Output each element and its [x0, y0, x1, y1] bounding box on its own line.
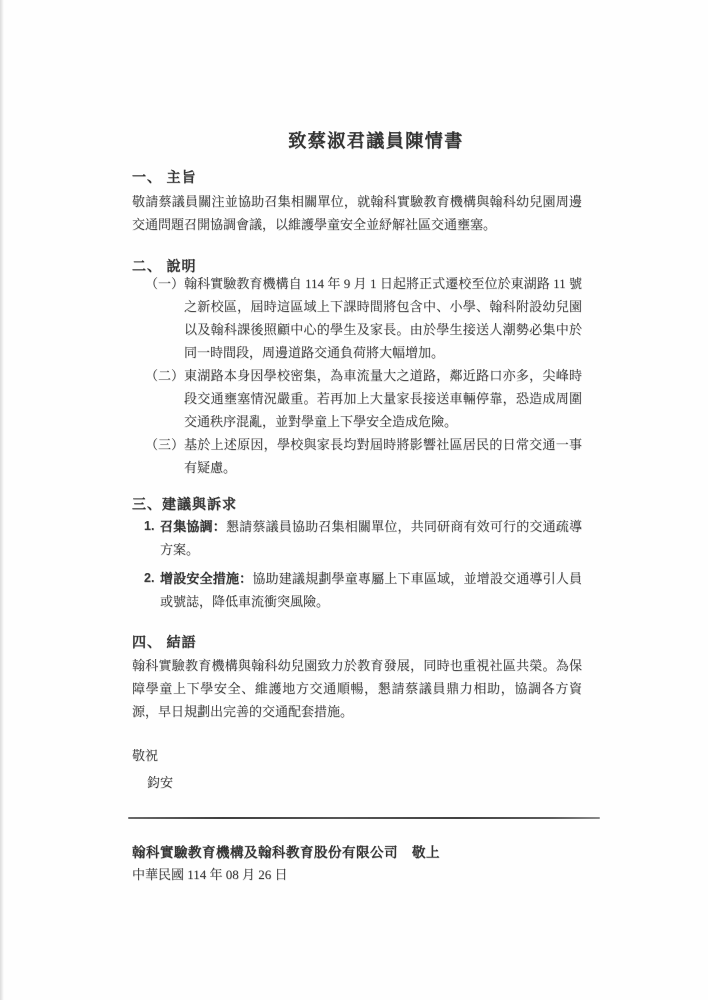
- closing-salutation: 敬祝: [132, 748, 159, 763]
- explanation-item-1: [145, 272, 582, 364]
- section-heading-subject: 一、 主旨: [132, 171, 197, 186]
- suggestion-item-2: [144, 567, 582, 613]
- explanation-item-3: [145, 433, 582, 479]
- conclusion-paragraph: 翰科實驗教育機構與翰科幼兒園致力於教育發展，同時也重視社區共榮。為保障學童上下學安全、維護地方交通順暢，懇請蔡議員鼎力相助，協調各方資源，早日規劃出完善的交通配套措施。: [132, 658, 582, 719]
- section-heading-explanation: 二、 說明: [132, 260, 197, 275]
- scan-edge-artifact: [0, 0, 4, 1000]
- subject-paragraph: 敬請蔡議員關注並協助召集相關單位，就翰科實驗教育機構與翰科幼兒園周邊交通問題召開協調會議，以維護學童安全並紓解社區交通壅塞。: [132, 194, 582, 232]
- signature-organization: 翰科實驗教育機構及翰科教育股份有限公司 敬上: [132, 845, 440, 860]
- suggestion-item-2-label: 增設安全措施：: [160, 571, 253, 586]
- suggestion-item-1-text: [160, 515, 582, 561]
- section-heading-suggestions: 三、建議與訴求: [132, 498, 237, 513]
- suggestion-item-2-body: 協助建議規劃學童專屬上下車區域，並增設交通導引人員或號誌，降低車流衝突風險。: [160, 571, 582, 609]
- suggestion-item-1-body: 懇請蔡議員協助召集相關單位，共同研商有效可行的交通疏導方案。: [160, 519, 582, 557]
- suggestion-item-1: [144, 515, 582, 561]
- explanation-item-2-marker: （二）: [145, 368, 185, 383]
- explanation-item-1-text: 翰科實驗教育機構自 114 年 9 月 1 日起將正式遷校至位於東湖路 11 號之新校區，屆時這區域上下課時間將包含中、小學、翰科附設幼兒園以及翰科課後照顧中心的學生及家長。由於學生接送人潮勢必集中於同一時間段，周邊道路交通負荷將大幅增加。: [184, 276, 582, 360]
- explanation-item-2: [145, 364, 582, 433]
- document-title: 致蔡淑君議員陳情書: [288, 131, 464, 151]
- explanation-item-3-marker: （三）: [145, 437, 185, 452]
- suggestion-item-1-number: 1.: [144, 519, 155, 533]
- closing-regard: 鈞安: [147, 775, 174, 790]
- suggestion-item-2-text: [160, 567, 582, 613]
- explanation-item-2-text: 東湖路本身因學校密集，為車流量大之道路，鄰近路口亦多，尖峰時段交通壅塞情況嚴重。若再加上大量家長接送車輛停靠，恐造成周圍交通秩序混亂，並對學童上下學安全造成危險。: [184, 368, 582, 429]
- suggestion-item-2-number: 2.: [144, 571, 155, 585]
- signature-date: 中華民國 114 年 08 月 26 日: [132, 867, 288, 882]
- section-heading-conclusion: 四、 結語: [132, 636, 197, 651]
- explanation-item-1-marker: （一）: [145, 276, 185, 291]
- signature-divider-line: [128, 817, 600, 819]
- explanation-item-3-text: 基於上述原因，學校與家長均對屆時將影響社區居民的日常交通一事有疑慮。: [184, 437, 582, 475]
- suggestion-item-1-label: 召集協調：: [160, 519, 226, 534]
